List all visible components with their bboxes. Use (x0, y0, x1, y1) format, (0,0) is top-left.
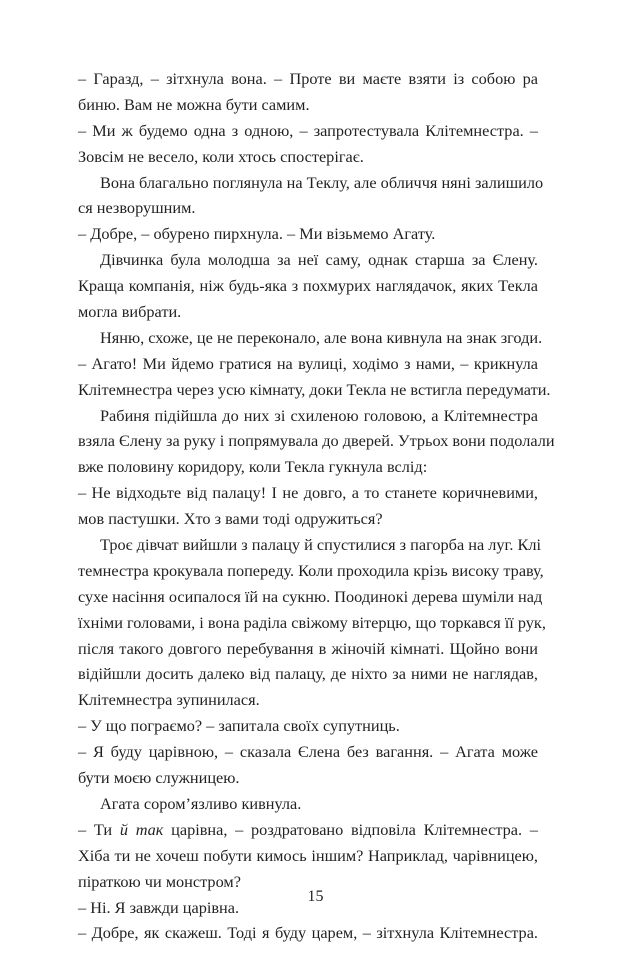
text-line: вже половину коридору, коли Текла гукнула вслід: (78, 457, 428, 477)
text-line: – Ми ж будемо одна з одною, – запротестувала Клітемнестра. – (78, 120, 538, 140)
text-line: Няню, схоже, це не переконало, але вона кивнула на знак згоди. (100, 327, 543, 347)
text-line: Хіба ти не хочеш побути кимось іншим? Наприклад, чарівницею, (78, 845, 538, 865)
text-line: – Агато! Ми йдемо гратися на вулиці, ходімо з нами, – крикнула (78, 353, 538, 373)
text-segment: – Ти (78, 819, 120, 839)
text-line: ся незворушним. (78, 198, 196, 218)
text-line: – Ні. Я завжди царівна. (78, 897, 240, 917)
text-line: Зовсім не весело, коли хтось спостерігає. (78, 146, 364, 166)
italic-phrase: й так (119, 819, 164, 839)
text-line: відійшли досить далеко від палацу, де ніхто за ними не наглядав, (78, 664, 538, 684)
text-line: Клітемнестра через усю кімнату, доки Текла не встигла передумати. (78, 379, 551, 399)
text-line: биню. Вам не можна бути самим. (78, 94, 310, 114)
text-line: Клітемнестра зупинилася. (78, 690, 260, 710)
text-line: мов пастушки. Хто з вами тоді одружиться? (78, 509, 383, 529)
text-line: темнестра крокувала попереду. Коли проходила крізь високу траву, (78, 560, 544, 580)
text-line: Троє дівчат вийшли з палацу й спустилися з пагорба на луг. Клі (100, 535, 542, 555)
text-line: бути моєю служницею. (78, 768, 240, 788)
text-line: Краща компанія, ніж будь-яка з похмурих наглядачок, яких Текла (78, 276, 538, 296)
text-line: їхніми головами, і вона раділа свіжому вітерцю, що торкався її рук, (78, 612, 546, 632)
text-line: піраткою чи монстром? (78, 871, 241, 891)
text-line: Дівчинка була молодша за неї саму, однак старша за Єлену. (100, 250, 538, 270)
text-line: – У що пограємо? – запитала своїх супутниць. (78, 716, 400, 736)
text-line: Рабиня підійшла до них зі схиленою головою, а Клітемнестра (100, 405, 538, 425)
page-number: 15 (307, 888, 324, 905)
text-line: Вона благально поглянула на Теклу, але обличчя няні залишило (100, 172, 544, 192)
text-line: після такого довгого перебування в жіночій кімнаті. Щойно вони (78, 638, 538, 658)
text-line: сухе насіння осипалося їй на сукню. Поодинокі дерева шуміли над (78, 586, 543, 606)
text-line: – Я буду царівною, – сказала Єлена без вагання. – Агата може (78, 742, 538, 762)
text-line: – Добре, як скажеш. Тоді я буду царем, – зітхнула Клітемнестра. (78, 923, 538, 943)
text-line: – Гаразд, – зітхнула вона. – Проте ви маєте взяти із собою ра (78, 69, 538, 88)
text-line: взяла Єлену за руку і попрямувала до дверей. Утрьох вони подолали (78, 431, 555, 451)
text-line: Агата сором’язливо кивнула. (100, 793, 302, 813)
text-line: могла вибрати. (78, 302, 182, 322)
text-line: – Не відходьте від палацу! І не довго, а то станете коричневими, (78, 483, 538, 503)
text-line: – Добре, – обурено пирхнула. – Ми візьмемо Агату. (78, 224, 436, 244)
text-segment: царівна, – роздратовано відповіла Клітемнестра. – (163, 819, 538, 839)
body-text (78, 66, 555, 946)
text-line-with-italic (78, 817, 538, 843)
